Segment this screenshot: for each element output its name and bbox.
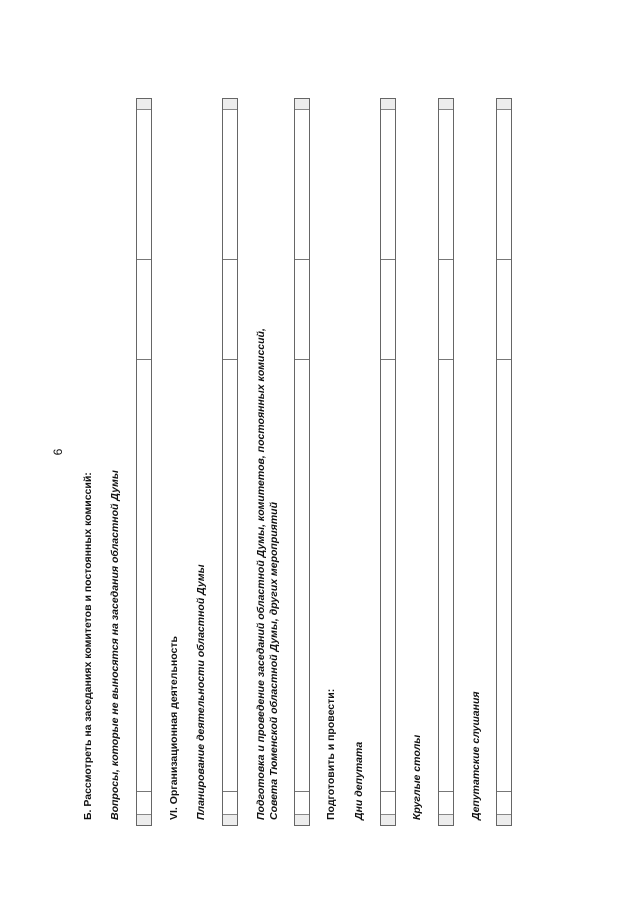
table-divider <box>137 359 151 360</box>
round-tables-item: Круглые столы <box>411 734 423 820</box>
table-cell <box>497 99 511 110</box>
page-number: 9 <box>50 448 65 456</box>
table-strip <box>438 98 454 826</box>
meetings-item-line1: Подготовка и проведение заседаний областной Думы, комитетов, постоянных комиссий, <box>255 328 267 820</box>
table-divider <box>137 791 151 792</box>
table-strip <box>294 98 310 826</box>
section-vi-heading: VI. Организационная деятельность <box>168 636 180 820</box>
table-cell <box>295 814 309 825</box>
table-divider <box>137 259 151 260</box>
table-cell <box>295 99 309 110</box>
table-divider <box>295 359 309 360</box>
table-divider <box>497 259 511 260</box>
table-divider <box>439 359 453 360</box>
table-divider <box>223 791 237 792</box>
table-cell <box>381 814 395 825</box>
hearings-item: Депутатские слушания <box>470 691 482 820</box>
section-b-subitem: Вопросы, которые не выносятся на заседания областной Думы <box>109 470 121 820</box>
table-divider <box>381 359 395 360</box>
table-divider <box>223 359 237 360</box>
table-strip <box>496 98 512 826</box>
table-strip <box>380 98 396 826</box>
table-divider <box>381 791 395 792</box>
table-cell <box>223 814 237 825</box>
table-strip <box>136 98 152 826</box>
table-cell <box>439 99 453 110</box>
table-divider <box>381 259 395 260</box>
table-divider <box>439 259 453 260</box>
table-cell <box>223 99 237 110</box>
table-cell <box>439 814 453 825</box>
table-divider <box>439 791 453 792</box>
meetings-item-line2: Совета Тюменской областной Думы, других мероприятий <box>268 501 280 820</box>
deputy-days-item: Дни депутата <box>353 741 365 820</box>
table-cell <box>137 99 151 110</box>
section-b-heading: Б. Рассмотреть на заседаниях комитетов и постоянных комиссий: <box>82 472 94 820</box>
prepare-heading: Подготовить и провести: <box>325 688 337 820</box>
table-cell <box>497 814 511 825</box>
table-divider <box>295 791 309 792</box>
table-strip <box>222 98 238 826</box>
table-divider <box>223 259 237 260</box>
table-cell <box>137 814 151 825</box>
table-cell <box>381 99 395 110</box>
table-divider <box>295 259 309 260</box>
planning-item: Планирование деятельности областной Думы <box>195 564 207 820</box>
table-divider <box>497 791 511 792</box>
table-divider <box>497 359 511 360</box>
